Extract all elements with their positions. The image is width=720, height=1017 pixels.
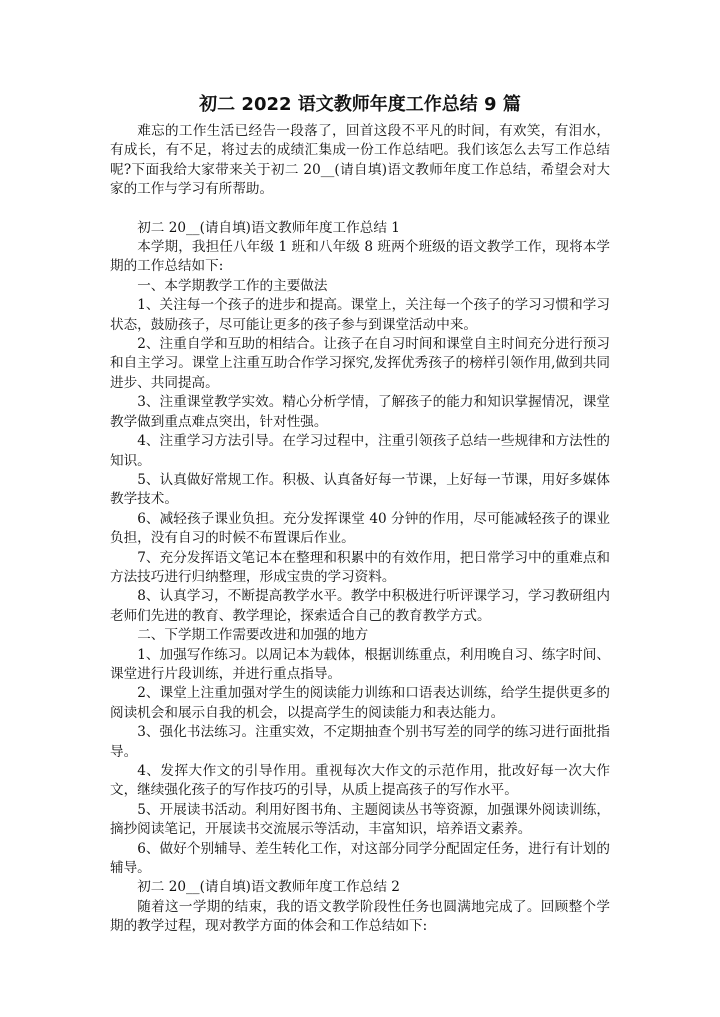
intro-paragraph: 难忘的工作生活已经告一段落了，回首这段不平凡的时间，有欢笑，有泪水，有成长，有不足，将过去的成绩汇集成一份工作总结吧。我们该怎么去写工作总结呢?下面我给大家带来关于初二 20__(请自填)语文教师年度工作总结，希望会对大家的工作与学习有所帮助。 (110, 123, 610, 198)
s1-paragraph: 1、加强写作练习。以周记本为载体，根据训练重点，利用晚自习、练字时间、课堂进行片段训练，并进行重点指导。 (110, 646, 610, 682)
s1-paragraph: 6、做好个别辅导、差生转化工作，对这部分同学分配固定任务，进行有计划的辅导。 (110, 840, 610, 877)
s1-subheading: 一、本学期教学工作的主要做法 (137, 277, 328, 294)
s1-paragraph: 4、发挥大作文的引导作用。重视每次大作文的示范作用，批改好每一次大作文，继续强化孩子的写作技巧的引导，从质上提高孩子的写作水平。 (110, 763, 610, 799)
s1-paragraph: 1、关注每一个孩子的进步和提高。课堂上，关注每一个孩子的学习习惯和学习状态，鼓励孩子，尽可能让更多的孩子参与到课堂活动中来。 (110, 297, 610, 333)
s1-paragraph: 5、开展读书活动。利用好图书角、主题阅读丛书等资源，加强课外阅读训练，摘抄阅读笔记，开展读书交流展示等活动，丰富知识，培养语文素养。 (110, 801, 610, 838)
s1-paragraph: 3、强化书法练习。注重实效，不定期抽查个别书写差的同学的练习进行面批指导。 (110, 724, 610, 760)
s1-paragraph: 6、减轻孩子课业负担。充分发挥课堂 40 分钟的作用，尽可能减轻孩子的课业负担，没有自习的时候不布置课后作业。 (110, 510, 610, 547)
s1-paragraph: 8、认真学习，不断提高教学水平。教学中积极进行听评课学习，学习教研组内老师们先进的教育、教学理论，探索适合自己的教育教学方式。 (110, 588, 610, 624)
s1-paragraph: 3、注重课堂教学实效。精心分析学情，了解孩子的能力和知识掌握情况，课堂教学做到重点难点突出，针对性强。 (110, 394, 610, 430)
s1-paragraph: 7、充分发挥语文笔记本在整理和积累中的有效作用，把日常学习中的重难点和方法技巧进行归纳整理，形成宝贵的学习资料。 (110, 549, 610, 585)
s1-paragraph: 4、注重学习方法引导。在学习过程中，注重引领孩子总结一些规律和方法性的知识。 (110, 433, 610, 469)
s2-paragraph: 随着这一学期的结束，我的语文教学阶段性任务也圆满地完成了。回顾整个学期的教学过程，现对教学方面的体会和工作总结如下: (110, 898, 610, 935)
s1-paragraph: 2、注重自学和互助的相结合。让孩子在自习时间和课堂自主时间充分进行预习和自主学习。课堂上注重互助合作学习探究,发挥优秀孩子的榜样引领作用,做到共同进步、共同提高。 (110, 336, 610, 391)
s1-paragraph: 本学期，我担任八年级 1 班和八年级 8 班两个班级的语文教学工作，现将本学期的工作总结如下: (110, 239, 610, 275)
section-2-heading: 初二 20__(请自填)语文教师年度工作总结 2 (137, 879, 400, 896)
s1-paragraph: 5、认真做好常规工作。积极、认真备好每一节课，上好每一节课，用好多媒体教学技术。 (110, 471, 610, 508)
document-title: 初二 2022 语文教师年度工作总结 9 篇 (199, 94, 521, 115)
s1-subheading: 二、下学期工作需要改进和加强的地方 (137, 627, 369, 644)
s1-paragraph: 2、课堂上注重加强对学生的阅读能力训练和口语表达训练，给学生提供更多的阅读机会和展示自我的机会，以提高学生的阅读能力和表达能力。 (110, 685, 610, 721)
section-1-heading: 初二 20__(请自填)语文教师年度工作总结 1 (137, 219, 400, 236)
section-gap (110, 200, 610, 219)
